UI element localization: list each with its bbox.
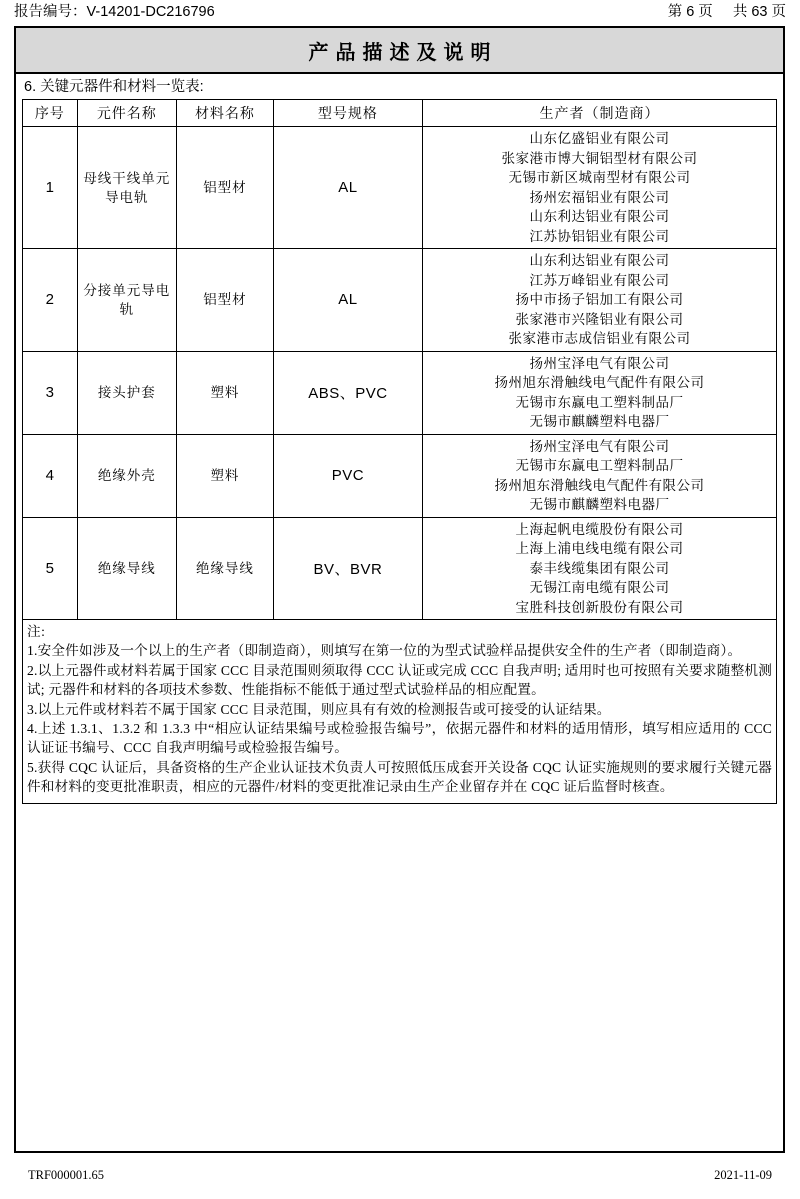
row-model: BV、BVR — [273, 517, 422, 620]
notes-block — [22, 620, 777, 804]
components-table — [22, 99, 777, 620]
report-number — [14, 2, 215, 22]
row-makers — [422, 249, 776, 352]
maker-item: 上海起帆电缆股份有限公司 — [515, 521, 684, 537]
components-table-wrapper — [16, 99, 783, 620]
maker-item: 张家港市志成信铝业有限公司 — [508, 331, 691, 346]
row-makers — [422, 127, 776, 249]
note-item-5: 5.获得 CQC 认证后，具备资格的生产企业认证技术负责人可按照低压成套开关设备 CQC 认证实施规则的要求履行关键元器件和材料的变更批准职责，相应的元器件/材料的变更批准记录由生产企业留存并在 CQC 证后监督时核查。 — [27, 759, 772, 795]
footer-date: 2021-11-09 — [714, 1168, 772, 1182]
col-header-no: 序号 — [23, 100, 78, 127]
page-footer — [28, 1168, 772, 1183]
row-no: 2 — [23, 249, 78, 352]
row-no: 4 — [23, 434, 78, 517]
content-frame — [14, 26, 785, 1153]
row-material: 绝缘导线 — [177, 517, 274, 620]
row-component: 绝缘导线 — [77, 517, 176, 620]
maker-item: 江苏协铝铝业有限公司 — [529, 228, 670, 244]
maker-item: 泰丰线缆集团有限公司 — [529, 560, 670, 576]
maker-item: 无锡市东赢电工塑料制品厂 — [515, 394, 684, 410]
page-total: 共 63 页 — [732, 4, 786, 20]
maker-item: 无锡市新区城南型材有限公司 — [508, 170, 691, 185]
table-row — [23, 517, 777, 620]
maker-item: 扬州旭东滑触线电气配件有限公司 — [494, 477, 705, 493]
table-row — [23, 351, 777, 434]
page-current: 第 6 页 — [667, 4, 713, 20]
row-material: 塑料 — [177, 434, 274, 517]
section-caption: 6. 关键元器件和材料一览表: — [24, 79, 204, 95]
row-component: 分接单元导电轨 — [77, 249, 176, 352]
maker-item: 扬州宝泽电气有限公司 — [529, 438, 670, 454]
row-component: 接头护套 — [77, 351, 176, 434]
note-item-1: 1.安全件如涉及一个以上的生产者（即制造商），则填写在第一位的为型式试验样品提供安全件的生产者（即制造商）。 — [27, 643, 742, 659]
maker-item: 扬州宝泽电气有限公司 — [529, 355, 670, 371]
row-no: 5 — [23, 517, 78, 620]
maker-item: 无锡市东赢电工塑料制品厂 — [515, 458, 684, 473]
row-makers — [422, 434, 776, 517]
report-number-label: 报告编号： — [14, 4, 87, 20]
row-material: 塑料 — [177, 351, 274, 434]
notes-heading: 注: — [27, 624, 46, 639]
row-makers — [422, 517, 776, 620]
section-banner — [16, 28, 783, 74]
row-component: 绝缘外壳 — [77, 434, 176, 517]
row-component: 母线干线单元导电轨 — [77, 127, 176, 249]
maker-item: 山东利达铝业有限公司 — [529, 253, 670, 268]
maker-item: 无锡江南电缆有限公司 — [529, 580, 670, 595]
components-table-body — [23, 127, 777, 620]
maker-item: 扬中市扬子铝加工有限公司 — [515, 292, 684, 307]
col-header-material: 材料名称 — [177, 100, 274, 127]
col-header-model: 型号规格 — [273, 100, 422, 127]
table-row — [23, 249, 777, 352]
row-no: 3 — [23, 351, 78, 434]
maker-item: 扬州宏福铝业有限公司 — [529, 189, 670, 205]
maker-item: 江苏万峰铝业有限公司 — [529, 272, 670, 288]
row-model: PVC — [273, 434, 422, 517]
maker-item: 宝胜科技创新股份有限公司 — [515, 599, 684, 615]
maker-item: 扬州旭东滑触线电气配件有限公司 — [494, 375, 705, 390]
form-code: TRF000001.65 — [28, 1168, 105, 1182]
page-header — [14, 2, 786, 24]
maker-item: 山东亿盛铝业有限公司 — [529, 131, 670, 146]
row-model: ABS、PVC — [273, 351, 422, 434]
col-header-maker: 生产者（制造商） — [422, 100, 776, 127]
note-item-4: 4.上述 1.3.1、1.3.2 和 1.3.3 中“相应认证结果编号或检验报告编号”，依据元器件和材料的适用情形，填写相应适用的 CCC 认证证书编号、CCC 自我声明编号或检验报告编号。 — [27, 721, 772, 756]
report-number-value: V-14201-DC216796 — [86, 4, 215, 20]
note-item-3: 3.以上元件或材料若不属于国家 CCC 目录范围，则应具有有效的检测报告或可接受的认证结果。 — [27, 701, 611, 717]
row-makers — [422, 351, 776, 434]
row-material: 铝型材 — [177, 127, 274, 249]
maker-item: 山东利达铝业有限公司 — [529, 209, 670, 224]
maker-item: 无锡市麒麟塑料电器厂 — [529, 414, 670, 429]
maker-item: 无锡市麒麟塑料电器厂 — [529, 497, 670, 512]
page-indicator — [666, 2, 786, 22]
table-row — [23, 434, 777, 517]
maker-item: 上海上浦电线电缆有限公司 — [515, 541, 684, 556]
row-no: 1 — [23, 127, 78, 249]
table-row — [23, 127, 777, 249]
table-header-row — [23, 100, 777, 127]
note-item-2: 2.以上元器件或材料若属于国家 CCC 目录范围则须取得 CCC 认证或完成 CCC 自我声明; 适用时也可按照有关要求随整机测试; 元器件和材料的各项技术参数、性能指标不能低于通过型式试验样品的相应配置。 — [27, 662, 772, 698]
col-header-component: 元件名称 — [77, 100, 176, 127]
maker-item: 张家港市兴隆铝业有限公司 — [515, 311, 684, 327]
row-material: 铝型材 — [177, 249, 274, 352]
maker-item: 张家港市博大铜铝型材有限公司 — [501, 150, 698, 166]
row-model: AL — [273, 249, 422, 352]
row-model: AL — [273, 127, 422, 249]
banner-title: 产品描述及说明 — [308, 41, 498, 64]
